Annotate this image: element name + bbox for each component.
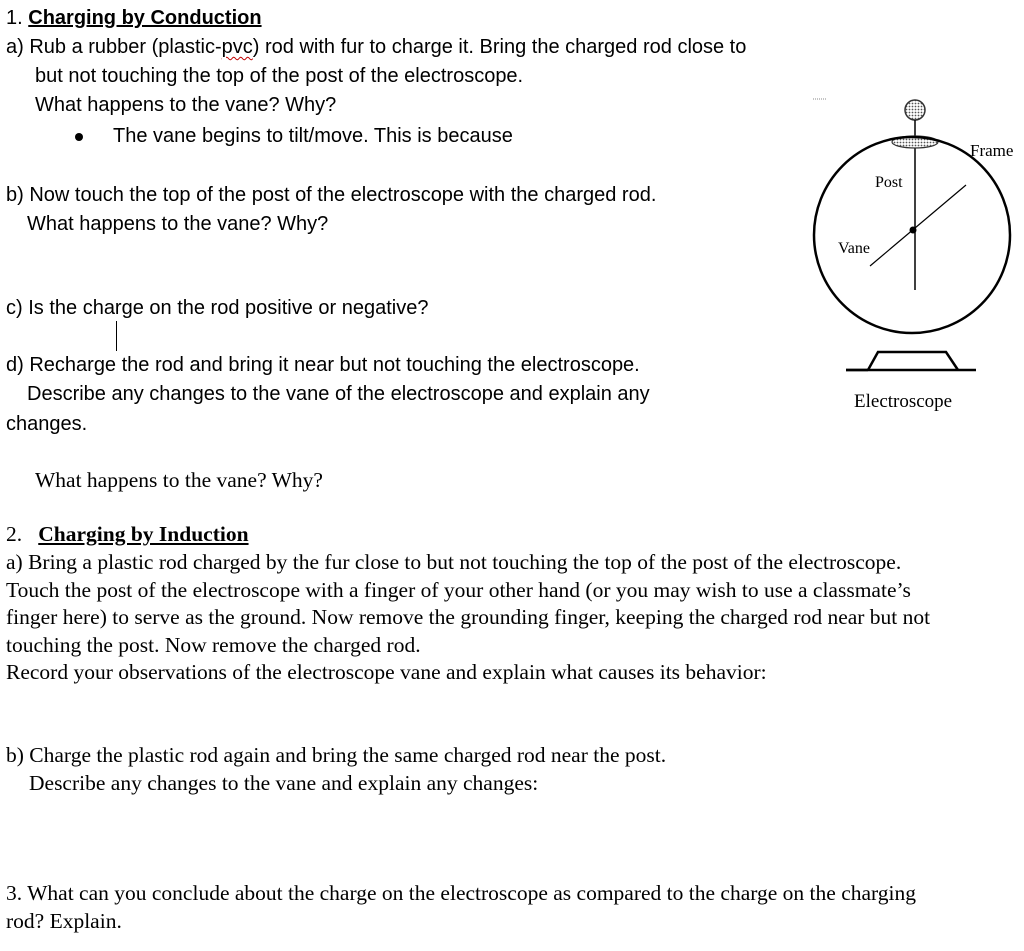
- section2-number: 2.: [6, 522, 23, 546]
- section1-heading: [6, 7, 262, 30]
- section2-heading: [6, 522, 249, 547]
- label-electroscope: Electroscope: [854, 391, 953, 412]
- s1-d-line3: changes.: [6, 413, 88, 435]
- s2-b-line1: b) Charge the plastic rod again and bring the same charged rod near the post.: [6, 743, 667, 767]
- s2-a-line1: a) Bring a plastic rod charged by the fur close to but not touching the top of the post of the electroscope.: [6, 550, 902, 574]
- text-cursor: [116, 321, 117, 351]
- s1-a-line1-post: ) rod with fur to charge it. Bring the charged rod close to: [252, 36, 747, 58]
- electroscope-diagram: [800, 90, 1024, 420]
- electroscope-frame-icon: [814, 137, 1010, 333]
- spellcheck-flagged-word: pvc: [221, 36, 253, 58]
- s1-a-line1: [6, 36, 746, 59]
- section2-title: Charging by Induction: [38, 522, 249, 546]
- section1-title: Charging by Conduction: [28, 7, 262, 29]
- s3-line1: 3. What can you conclude about the charge on the electroscope as compared to the charge on the charging: [6, 881, 917, 905]
- s2-a-line3: finger here) to serve as the ground. Now remove the grounding finger, keeping the charged rod near but not: [6, 605, 931, 629]
- section1-number: 1.: [6, 7, 23, 29]
- s1-c-question: c) Is the charge on the rod positive or negative?: [6, 297, 429, 319]
- s1-d-line2: Describe any changes to the vane of the electroscope and explain any: [27, 383, 650, 405]
- label-frame: Frame: [970, 141, 1014, 160]
- vane-pivot-icon: [910, 227, 917, 234]
- electroscope-vane-icon: [870, 185, 966, 266]
- s1-vane-question: What happens to the vane? Why?: [35, 468, 323, 492]
- electroscope-base-icon: [868, 352, 958, 370]
- electroscope-ball-icon: [905, 100, 925, 120]
- s2-a-line4: touching the post. Now remove the charged rod.: [6, 633, 421, 657]
- s1-a-answer: The vane begins to tilt/move. This is because: [113, 125, 513, 147]
- s2-a-line2: Touch the post of the electroscope with a finger of your other hand (or you may wish to use a classmate’s: [6, 578, 911, 602]
- s1-b-question: What happens to the vane? Why?: [27, 213, 329, 235]
- s3-line2: rod? Explain.: [6, 909, 122, 933]
- label-post: Post: [875, 174, 903, 191]
- s2-b-question: Describe any changes to the vane and explain any changes:: [29, 771, 539, 795]
- label-vane: Vane: [838, 240, 870, 257]
- s2-a-question: Record your observations of the electroscope vane and explain what causes its behavior:: [6, 660, 767, 684]
- s1-a-question: What happens to the vane? Why?: [35, 94, 337, 116]
- s1-d-line1: d) Recharge the rod and bring it near but not touching the electroscope.: [6, 354, 640, 376]
- bullet-icon: [75, 133, 83, 141]
- s1-a-line2: but not touching the top of the post of the electroscope.: [35, 65, 524, 87]
- s1-b-line1: b) Now touch the top of the post of the electroscope with the charged rod.: [6, 184, 657, 206]
- s1-a-line1-pre: a) Rub a rubber (plastic-: [6, 36, 222, 58]
